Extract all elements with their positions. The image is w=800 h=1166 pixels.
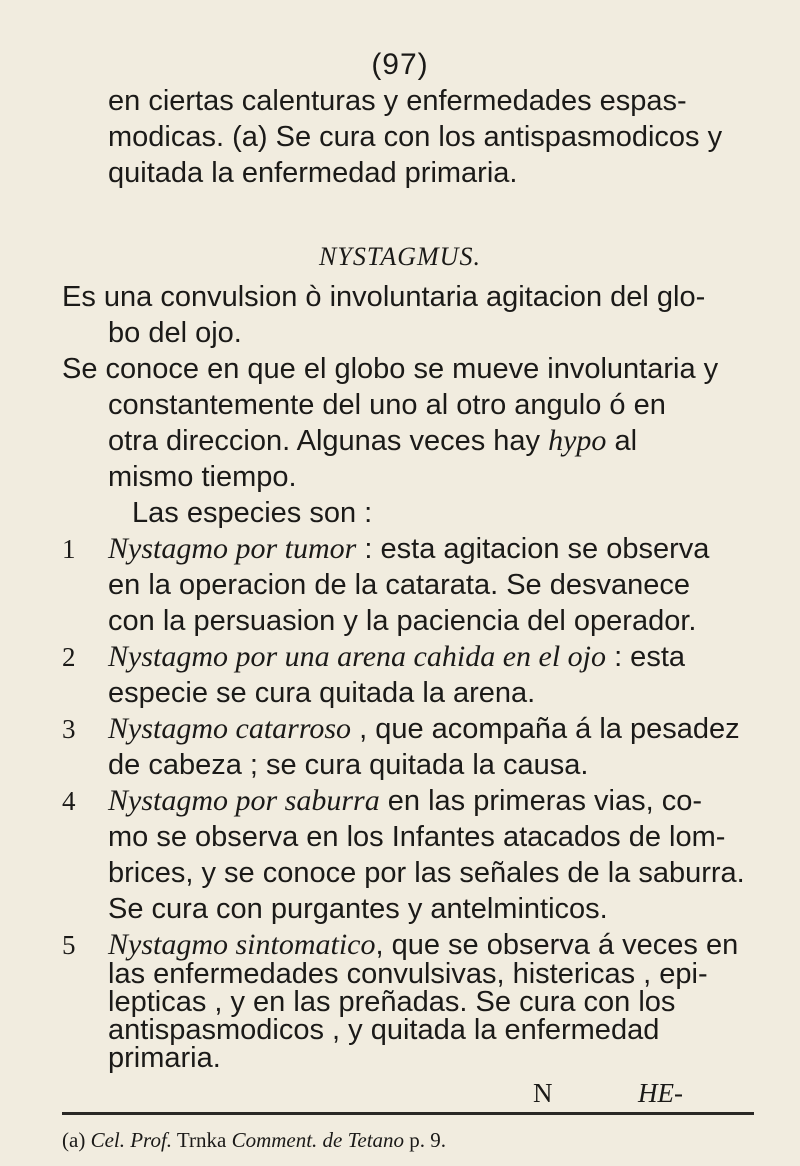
- species-number: 3: [62, 714, 76, 744]
- species-intro: Las especies son :: [132, 497, 373, 529]
- catchword: HE-: [638, 1078, 683, 1108]
- intro-line: en ciertas calenturas y enfermedades espas-: [108, 85, 687, 117]
- page-number: (97): [371, 48, 429, 81]
- species-text: , que acompaña á la pesadez: [351, 713, 740, 745]
- species-line: mo se observa en los Infantes atacados de lom-: [108, 821, 726, 853]
- intro-line: modicas. (a) Se cura con los antispasmodicos y: [108, 121, 723, 153]
- signature-mark: N: [533, 1078, 553, 1108]
- species-number: 4: [62, 786, 76, 816]
- species-text: : esta: [606, 641, 686, 673]
- species-line: [108, 928, 738, 962]
- species-line: Se cura con purgantes y antelminticos.: [108, 893, 608, 925]
- definition-line: bo del ojo.: [108, 317, 242, 349]
- species-text: : esta agitacion se observa: [356, 533, 710, 565]
- species-line: primaria.: [108, 1042, 221, 1074]
- footnote-mark: (a): [62, 1128, 86, 1152]
- definition-line: Es una convulsion ò involuntaria agitacion del glo-: [62, 281, 706, 313]
- definition-line: [108, 424, 637, 458]
- species-number: 5: [62, 930, 76, 960]
- species-number: 1: [62, 534, 76, 564]
- footnote-page: p. 9.: [404, 1128, 447, 1152]
- definition-text: al: [606, 425, 638, 457]
- species-text: en las primeras vias, co-: [379, 785, 703, 817]
- footnote-work-title: Comment. de Tetano: [231, 1128, 405, 1152]
- species-line: con la persuasion y la paciencia del operador.: [108, 605, 697, 637]
- footnote-name: Trnka: [172, 1128, 232, 1152]
- species-title: Nystagmo por saburra: [108, 784, 380, 817]
- definition-line: Se conoce en que el globo se mueve involuntaria y: [62, 353, 719, 385]
- species-line: las enfermedades convulsivas, histericas , epi-: [108, 958, 708, 990]
- species-title: Nystagmo por tumor: [108, 532, 357, 565]
- species-line: [108, 640, 685, 674]
- species-title: Nystagmo catarroso: [108, 712, 352, 745]
- species-line: [108, 532, 709, 566]
- section-heading: NYSTAGMUS.: [319, 242, 481, 271]
- species-line: en la operacion de la catarata. Se desvanece: [108, 569, 691, 601]
- species-line: [108, 712, 740, 746]
- species-line: especie se cura quitada la arena.: [108, 677, 536, 709]
- species-line: [108, 784, 702, 818]
- species-line: de cabeza ; se cura quitada la causa.: [108, 749, 589, 781]
- definition-line: constantemente del uno al otro angulo ó en: [108, 389, 666, 421]
- footnote-rule: [62, 1112, 754, 1115]
- species-number: 2: [62, 642, 76, 672]
- footnote: [62, 1128, 446, 1153]
- footnote-italic: Cel. Prof.: [90, 1128, 173, 1152]
- species-title: Nystagmo sintomatico: [108, 928, 376, 961]
- definition-italic-term: hypo: [548, 424, 607, 457]
- intro-line: quitada la enfermedad primaria.: [108, 157, 518, 189]
- species-text: , que se observa á veces en: [375, 929, 739, 961]
- species-title: Nystagmo por una arena cahida en el ojo: [108, 640, 607, 673]
- species-line: lepticas , y en las preñadas. Se cura con los: [108, 986, 676, 1018]
- species-line: brices, y se conoce por las señales de la saburra.: [108, 857, 745, 889]
- definition-line: mismo tiempo.: [108, 461, 297, 493]
- definition-text: otra direccion. Algunas veces hay: [108, 425, 549, 457]
- species-line: antispasmodicos , y quitada la enfermedad: [108, 1014, 660, 1046]
